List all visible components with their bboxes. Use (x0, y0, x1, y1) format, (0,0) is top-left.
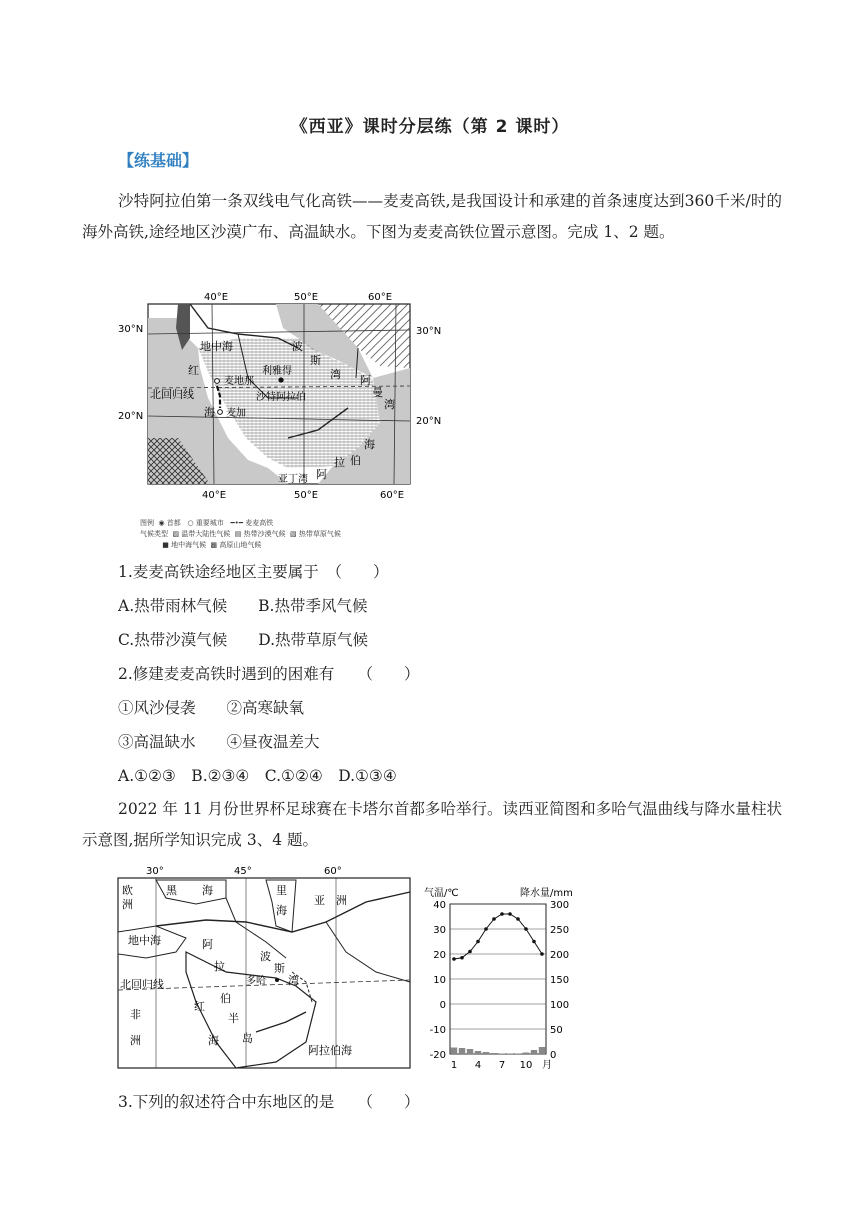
temperature-point (484, 927, 488, 931)
label-saudi: 沙特阿拉伯 (256, 392, 306, 403)
label-mediterranean: 地中海 (200, 340, 233, 353)
label-red-hai: 海 (204, 406, 215, 419)
x-axis-label: 月 (542, 1060, 552, 1071)
label-red-hai-2: 海 (208, 1034, 219, 1047)
precipitation-bar (459, 1048, 465, 1054)
label-arab-a-2: 阿 (202, 938, 213, 951)
page-title: 《西亚》课时分层练（第 2 课时） (290, 117, 570, 137)
lon-top-40: 40°E (204, 292, 229, 303)
y-left-tick: -10 (429, 1025, 446, 1036)
label-riyadh: 利雅得 (262, 366, 292, 377)
lat-30-left: 30°N (118, 324, 144, 335)
label-arabian-sea: 阿拉伯海 (308, 1044, 352, 1057)
y-right-label: 降水量/mm (520, 888, 573, 899)
label-mediterranean-2: 地中海 (128, 934, 161, 947)
q2-items-34: ③高温缺水 ④昼夜温差大 (118, 733, 320, 751)
y-right-tick: 150 (550, 975, 570, 986)
label-red-hong: 红 (188, 364, 199, 377)
y-left-tick: 20 (433, 950, 446, 961)
q1-options-cd: C.热带沙漠气候 D.热带草原气候 (118, 631, 369, 649)
label-europe-ou: 欧 (122, 884, 133, 897)
x-tick: 1 (450, 1060, 458, 1071)
lon-30: 30° (146, 866, 164, 877)
y-right-tick: 0 (550, 1050, 557, 1061)
label-persian-wan: 湾 (330, 368, 341, 381)
q2-items-12: ①风沙侵袭 ②高寒缺氧 (118, 699, 305, 717)
lat-30-right: 30°N (416, 326, 442, 337)
section-label: 【练基础】 (118, 151, 199, 170)
temperature-point (516, 917, 520, 921)
label-caspian-li: 里 (276, 884, 287, 897)
label-doha: 多哈 (246, 976, 266, 987)
x-tick: 4 (474, 1060, 482, 1071)
precipitation-bar (499, 1054, 505, 1055)
label-medina: 麦地那 (224, 376, 254, 387)
legend-line-2: 气候类型 ▨ 温带大陆性气候 ▤ 热带沙漠气候 ▧ 热带草原气候 (140, 530, 341, 538)
label-europe-zhou: 洲 (122, 898, 133, 911)
passage-2: 2022 年 11 月份世界杯足球赛在卡塔尔首都多哈举行。读西亚简图和多哈气温曲线与降水量柱状示意图,据所学知识完成 3、4 题。 (82, 800, 782, 849)
label-arab-a: 阿 (316, 468, 327, 481)
label-oman-a: 阿 (360, 374, 371, 387)
label-persian-bo-2: 波 (260, 950, 271, 963)
precipitation-bar (475, 1051, 481, 1054)
label-black-hai: 海 (202, 884, 213, 897)
label-persian-wan-2: 湾 (288, 974, 299, 987)
x-tick: 10 (519, 1060, 533, 1071)
precipitation-bar (539, 1047, 545, 1054)
label-arab-la: 拉 (334, 456, 345, 469)
lon-top-60: 60°E (368, 292, 393, 303)
precipitation-bar (523, 1053, 529, 1055)
label-arab-dao: 岛 (242, 1032, 253, 1045)
y-right-tick: 300 (550, 900, 570, 911)
y-left-tick: 0 (439, 1000, 446, 1011)
label-africa-zhou: 洲 (130, 1034, 141, 1047)
precipitation-bar (531, 1050, 537, 1054)
label-red-hong-2: 红 (194, 1000, 205, 1013)
lon-60: 60° (324, 866, 342, 877)
precipitation-bar (483, 1052, 489, 1054)
precipitation-bar (491, 1053, 497, 1054)
label-oman-wan: 湾 (384, 398, 395, 411)
label-mecca: 麦加 (226, 408, 246, 419)
label-tropic: 北回归线 (150, 388, 194, 401)
y-left-tick: -20 (429, 1050, 446, 1061)
y-right-tick: 100 (550, 1000, 570, 1011)
label-black-hei: 黑 (166, 884, 177, 897)
temperature-point (476, 940, 480, 944)
label-persian-si: 斯 (310, 354, 321, 367)
y-left-tick: 10 (433, 975, 446, 986)
q3-stem: 3.下列的叙述符合中东地区的是 （ ） (118, 1093, 420, 1111)
temperature-point (500, 912, 504, 916)
precipitation-bar (515, 1054, 521, 1055)
y-right-tick: 200 (550, 950, 570, 961)
label-persian-si-2: 斯 (274, 962, 285, 975)
label-arab-hai: 海 (364, 438, 375, 451)
label-oman-man: 曼 (372, 386, 383, 399)
temperature-point (452, 957, 456, 961)
label-aden: 亚丁湾 (278, 474, 308, 485)
doha-climate-chart (420, 884, 600, 1074)
label-arab-bo: 伯 (350, 454, 361, 467)
lat-20-left: 20°N (118, 411, 144, 422)
map-west-asia (116, 862, 416, 1072)
label-arab-ban: 半 (228, 1012, 239, 1025)
q1-options-ab: A.热带雨林气候 B.热带季风气候 (118, 597, 368, 615)
temperature-point (508, 912, 512, 916)
temperature-point (532, 940, 536, 944)
label-tropic-2: 北回归线 (120, 978, 164, 991)
passage-1: 沙特阿拉伯第一条双线电气化高铁——麦麦高铁,是我国设计和承建的首条速度达到360千米/时的海外高铁,途经地区沙漠广布、高温缺水。下图为麦麦高铁位置示意图。完成 1、2 题。 (82, 192, 782, 241)
q2-options: A.①②③ B.②③④ C.①②④ D.①③④ (118, 767, 397, 785)
legend-line-3: ■ 地中海气候 ▩ 高原山地气候 (140, 541, 262, 549)
q1-stem: 1.麦麦高铁途经地区主要属于 （ ） (118, 563, 389, 581)
precipitation-bar (467, 1049, 473, 1054)
lat-20-right: 20°N (416, 416, 442, 427)
q2-stem: 2.修建麦麦高铁时遇到的困难有 （ ） (118, 665, 420, 683)
label-asia: 亚 洲 (314, 894, 347, 907)
precipitation-bar (451, 1048, 457, 1055)
x-tick: 7 (498, 1060, 506, 1071)
temperature-point (524, 927, 528, 931)
lon-bottom-60: 60°E (380, 490, 405, 501)
label-caspian-hai: 海 (276, 904, 287, 917)
lon-bottom-50: 50°E (294, 490, 319, 501)
lon-top-50: 50°E (294, 292, 319, 303)
precipitation-bar (507, 1054, 513, 1055)
label-arab-la-2: 拉 (214, 960, 225, 973)
legend-line-1: 图例 ◉ 首都 ○ 重要城市 ━•━ 麦麦高铁 (140, 519, 274, 527)
y-right-tick: 250 (550, 925, 570, 936)
label-arab-bo-2: 伯 (220, 992, 231, 1005)
y-right-tick: 50 (550, 1025, 563, 1036)
lon-45: 45° (234, 866, 252, 877)
label-africa-fei: 非 (130, 1008, 141, 1021)
temperature-point (468, 950, 472, 954)
label-persian-bo: 波 (292, 340, 303, 353)
temperature-point (492, 917, 496, 921)
lon-bottom-40: 40°E (202, 490, 227, 501)
map1-legend (140, 518, 440, 551)
map-mecca-medina-railway (118, 288, 448, 520)
temperature-point (540, 952, 544, 956)
y-left-tick: 40 (433, 900, 446, 911)
y-left-label: 气温/℃ (424, 888, 459, 899)
chart-plot-area (430, 900, 569, 1071)
y-left-tick: 30 (433, 925, 446, 936)
temperature-point (460, 956, 464, 960)
